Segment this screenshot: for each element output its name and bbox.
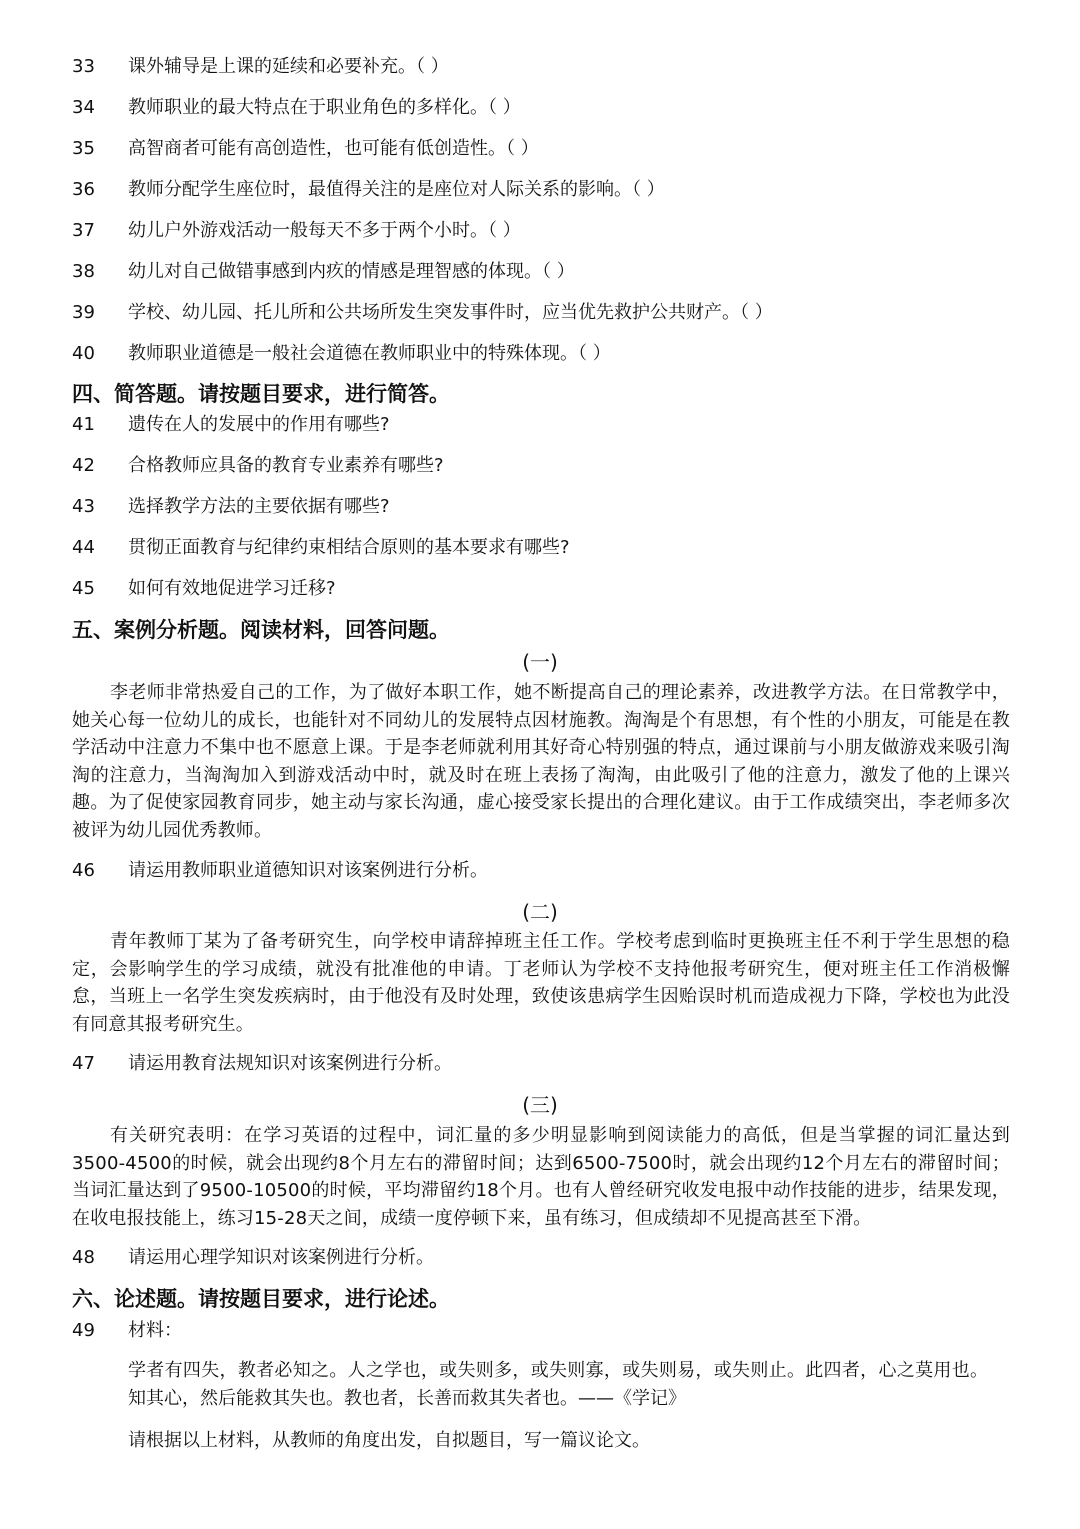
- case-3-text: 有关研究表明：在学习英语的过程中，词汇量的多少明显影响到阅读能力的高低，但是当掌握的词汇量达到3500-4500的时候，就会出现约8个月左右的滞留时间；达到6500-7500时，就会出现约12个月左右的滞留时间；当词汇量达到了9500-10500的时候，平均滞留约18个月。也有人曾经研究收发电报中动作技能的进步，结果发现，在收电报技能上，练习15-28天之间，成绩一度停顿下来，虽有练习，但成绩却不见提高甚至下滑。: [72, 1125, 1010, 1229]
- case-2-title: (二): [522, 900, 558, 924]
- question-number: 41: [72, 414, 95, 435]
- question-text: 高智商者可能有高创造性，也可能有低创造性。（ ）: [128, 138, 539, 159]
- question-number: 34: [72, 97, 95, 118]
- question-text: 教师职业道德是一般社会道德在教师职业中的特殊体现。（ ）: [128, 343, 611, 364]
- question-text: 遗传在人的发展中的作用有哪些?: [128, 414, 390, 435]
- question-number: 36: [72, 179, 95, 200]
- question-text: 请运用心理学知识对该案例进行分析。: [128, 1247, 434, 1268]
- question-number: 38: [72, 261, 95, 282]
- question-text: 教师分配学生座位时，最值得关注的是座位对人际关系的影响。（ ）: [128, 179, 665, 200]
- case-2-text: 青年教师丁某为了备考研究生，向学校申请辞掉班主任工作。学校考虑到临时更换班主任不利于学生思想的稳定，会影响学生的学习成绩，就没有批准他的申请。丁老师认为学校不支持他报考研究生，便对班主任工作消极懈怠，当班上一名学生突发疾病时，由于他没有及时处理，致使该患病学生因贻误时机而造成视力下降，学校也为此没有同意其报考研究生。: [72, 931, 1010, 1035]
- question-number: 49: [72, 1320, 95, 1341]
- section-6-heading: 六、论述题。请按题目要求，进行论述。: [72, 1287, 450, 1311]
- question-number: 45: [72, 578, 95, 599]
- question-number: 33: [72, 56, 95, 77]
- question-number: 37: [72, 220, 95, 241]
- case-1-title: (一): [522, 650, 558, 674]
- question-text: 幼儿对自己做错事感到内疚的情感是理智感的体现。（ ）: [128, 261, 575, 282]
- question-text: 选择教学方法的主要依据有哪些?: [128, 496, 390, 517]
- question-text: 合格教师应具备的教育专业素养有哪些?: [128, 455, 444, 476]
- essay-prompt: 请根据以上材料，从教师的角度出发，自拟题目，写一篇议论文。: [128, 1430, 650, 1451]
- case-3-title: (三): [522, 1093, 558, 1117]
- question-number: 44: [72, 537, 95, 558]
- material-quote: 学者有四失，教者必知之。人之学也，或失则多，或失则寡，或失则易，或失则止。此四者，心之莫用也。知其心，然后能救其失也。教也者，长善而救其失者也。——《学记》: [128, 1360, 988, 1409]
- question-number: 43: [72, 496, 95, 517]
- section-4-heading: 四、简答题。请按题目要求，进行简答。: [72, 382, 450, 406]
- question-text: 课外辅导是上课的延续和必要补充。（ ）: [128, 56, 449, 77]
- question-number: 42: [72, 455, 95, 476]
- question-text: 学校、幼儿园、托儿所和公共场所发生突发事件时，应当优先救护公共财产。（ ）: [128, 302, 773, 323]
- material-label: 材料：: [128, 1320, 182, 1341]
- question-number: 48: [72, 1247, 95, 1268]
- question-text: 请运用教师职业道德知识对该案例进行分析。: [128, 860, 488, 881]
- question-number: 39: [72, 302, 95, 323]
- question-text: 贯彻正面教育与纪律约束相结合原则的基本要求有哪些?: [128, 537, 570, 558]
- case-1-text: 李老师非常热爱自己的工作，为了做好本职工作，她不断提高自己的理论素养，改进教学方法。在日常教学中，她关心每一位幼儿的成长，也能针对不同幼儿的发展特点因材施教。淘淘是个有思想，有个性的小朋友，可能是在教学活动中注意力不集中也不愿意上课。于是李老师就利用其好奇心特别强的特点，通过课前与小朋友做游戏来吸引淘淘的注意力，当淘淘加入到游戏活动中时，就及时在班上表扬了淘淘，由此吸引了他的注意力，激发了他的上课兴趣。为了促使家园教育同步，她主动与家长沟通，虚心接受家长提出的合理化建议。由于工作成绩突出，李老师多次被评为幼儿园优秀教师。: [72, 682, 1010, 841]
- section-5-heading: 五、案例分析题。阅读材料，回答问题。: [72, 618, 450, 642]
- question-text: 幼儿户外游戏活动一般每天不多于两个小时。（ ）: [128, 220, 521, 241]
- question-text: 教师职业的最大特点在于职业角色的多样化。（ ）: [128, 97, 521, 118]
- question-number: 35: [72, 138, 95, 159]
- question-number: 47: [72, 1053, 95, 1074]
- question-number: 40: [72, 343, 95, 364]
- question-number: 46: [72, 860, 95, 881]
- question-text: 如何有效地促进学习迁移?: [128, 578, 336, 599]
- question-text: 请运用教育法规知识对该案例进行分析。: [128, 1053, 452, 1074]
